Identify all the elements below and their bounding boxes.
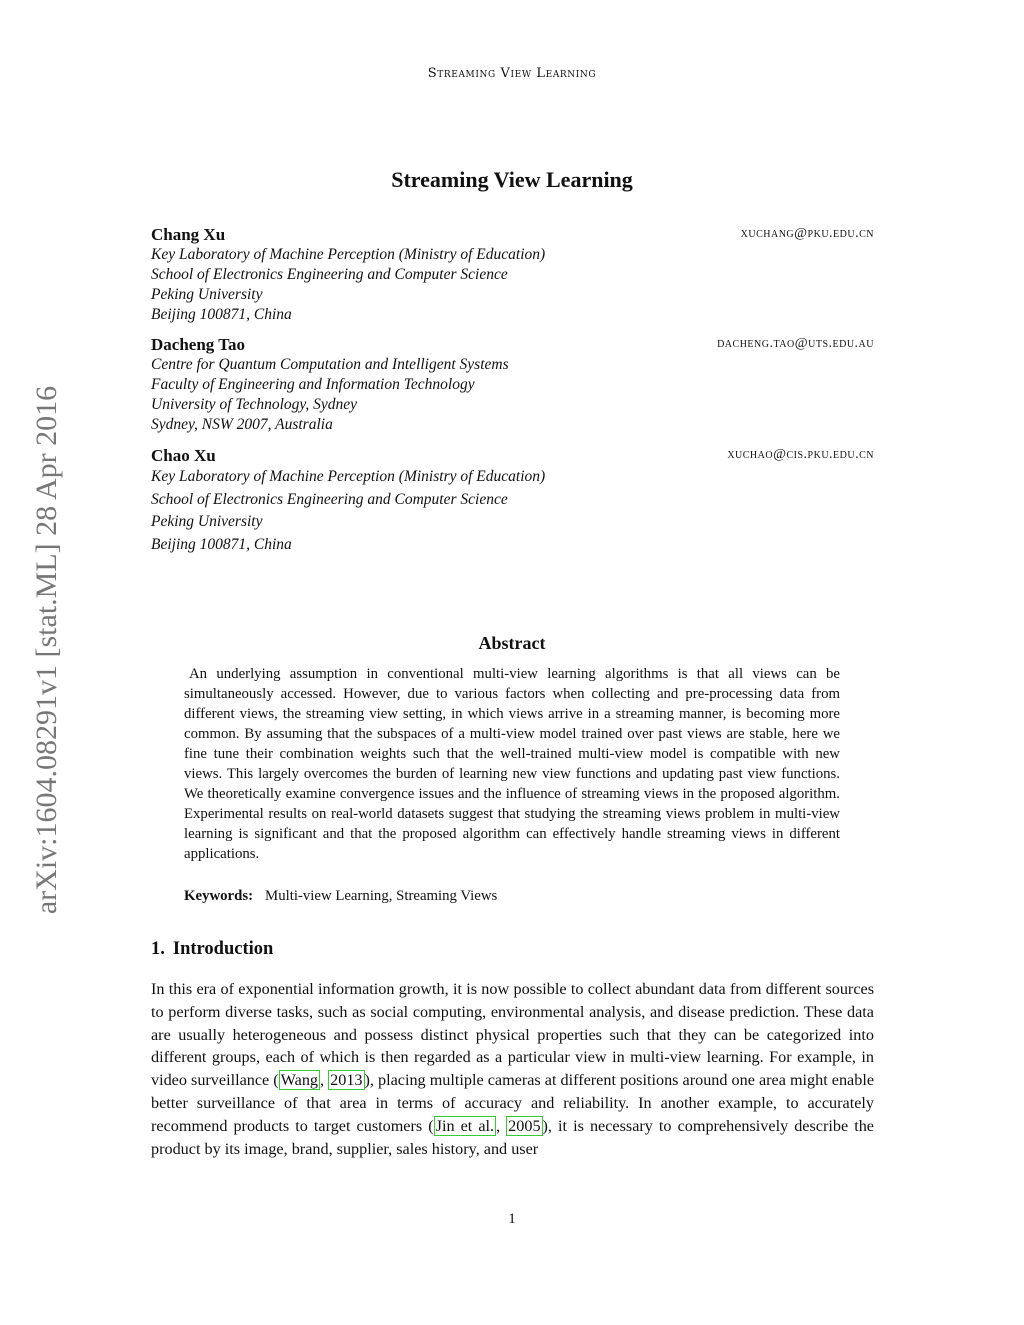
running-head: Streaming View Learning bbox=[427, 66, 597, 81]
abstract-text: An underlying assumption in conventional multi-view learning algorithms is that all views can be simultaneously accessed. However, due to various factors when collecting and pre-processing data from different views, the streaming view setting, in which views arrive in a streaming manner, is becoming more common. By assuming that the subspaces of a multi-view model trained over past views are stable, here we fine tune their combination weights such that the well-trained multi-view model is compatible with new views. This largely overcomes the burden of learning new view functions and updating past view functions. We theoretically examine convergence issues and the influence of streaming views in the proposed algorithm. Experimental results on real-world datasets suggest that studying the streaming views problem in multi-view learning is significant and that the proposed algorithm can effectively handle streaming views in different applications. bbox=[184, 666, 840, 862]
paper-title: Streaming View Learning bbox=[391, 167, 633, 192]
author-block bbox=[151, 446, 874, 556]
affiliation-line: Key Laboratory of Machine Perception (Ministry of Education) bbox=[151, 468, 546, 485]
author-block bbox=[151, 335, 874, 435]
keywords-text: Multi-view Learning, Streaming Views bbox=[265, 888, 498, 904]
intro-text: In this era of exponential information growth, it is now possible to collect abundant data from different sources to perform diverse tasks, such as social computing, environmental analysis, and disease prediction. These data are usually heterogeneous and possess distinct physical properties such that they can be categorized into different groups, each of which is then regarded as a particular view in multi-view learning. For example, in video surveillance ( bbox=[151, 980, 874, 1090]
introduction-paragraph bbox=[151, 978, 874, 1160]
author-name: Dacheng Tao bbox=[151, 335, 245, 354]
citation-link[interactable]: Jin et al. bbox=[435, 1116, 495, 1135]
author-email: dacheng.tao@uts.edu.au bbox=[717, 336, 874, 351]
author-email: xuchang@pku.edu.cn bbox=[740, 226, 874, 241]
citation-link[interactable]: 2013 bbox=[330, 1071, 363, 1090]
page-number: 1 bbox=[508, 1211, 516, 1227]
affiliation-line: Peking University bbox=[151, 513, 263, 530]
intro-text: ), placing multiple cameras at different positions around one area might enable better surveillance of that area in terms of accuracy and reliability. In another example, to accurately recommend products to target customers ( bbox=[151, 1071, 875, 1135]
affiliation-line: Sydney, NSW 2007, Australia bbox=[151, 416, 333, 433]
affiliation-line: University of Technology, Sydney bbox=[151, 396, 358, 413]
abstract-heading: Abstract bbox=[478, 633, 546, 653]
intro-text: ), it is necessary to comprehensively describe the product by its image, brand, supplier, sales history, and user bbox=[151, 1116, 874, 1158]
citation-separator: , bbox=[496, 1116, 507, 1135]
affiliation-line: Beijing 100871, China bbox=[151, 535, 292, 553]
keywords-label: Keywords: bbox=[184, 888, 254, 904]
author-block bbox=[151, 225, 874, 325]
affiliation-line: Key Laboratory of Machine Perception (Ministry of Education) bbox=[151, 246, 546, 263]
author-email: xuchao@cis.pku.edu.cn bbox=[727, 447, 874, 462]
affiliation-line: School of Electronics Engineering and Computer Science bbox=[151, 266, 508, 283]
affiliation-line: Centre for Quantum Computation and Intelligent Systems bbox=[151, 356, 509, 373]
affiliation-line: Faculty of Engineering and Information Technology bbox=[151, 376, 475, 393]
author-name: Chao Xu bbox=[151, 446, 216, 465]
affiliation-line: Peking University bbox=[151, 286, 263, 303]
section-heading bbox=[151, 939, 273, 960]
author-name: Chang Xu bbox=[151, 225, 226, 244]
section-number: 1. bbox=[151, 939, 165, 959]
citation-separator: , bbox=[320, 1071, 329, 1090]
arxiv-identifier: arXiv:1604.08291v1 [stat.ML] 28 Apr 2016 bbox=[30, 385, 63, 915]
keywords bbox=[184, 888, 497, 905]
section-title: Introduction bbox=[172, 939, 274, 959]
citation-link[interactable]: 2005 bbox=[508, 1116, 541, 1135]
citation-link[interactable]: Wang bbox=[280, 1071, 319, 1090]
affiliation-line: School of Electronics Engineering and Computer Science bbox=[151, 490, 508, 508]
affiliation-line: Beijing 100871, China bbox=[151, 306, 292, 323]
